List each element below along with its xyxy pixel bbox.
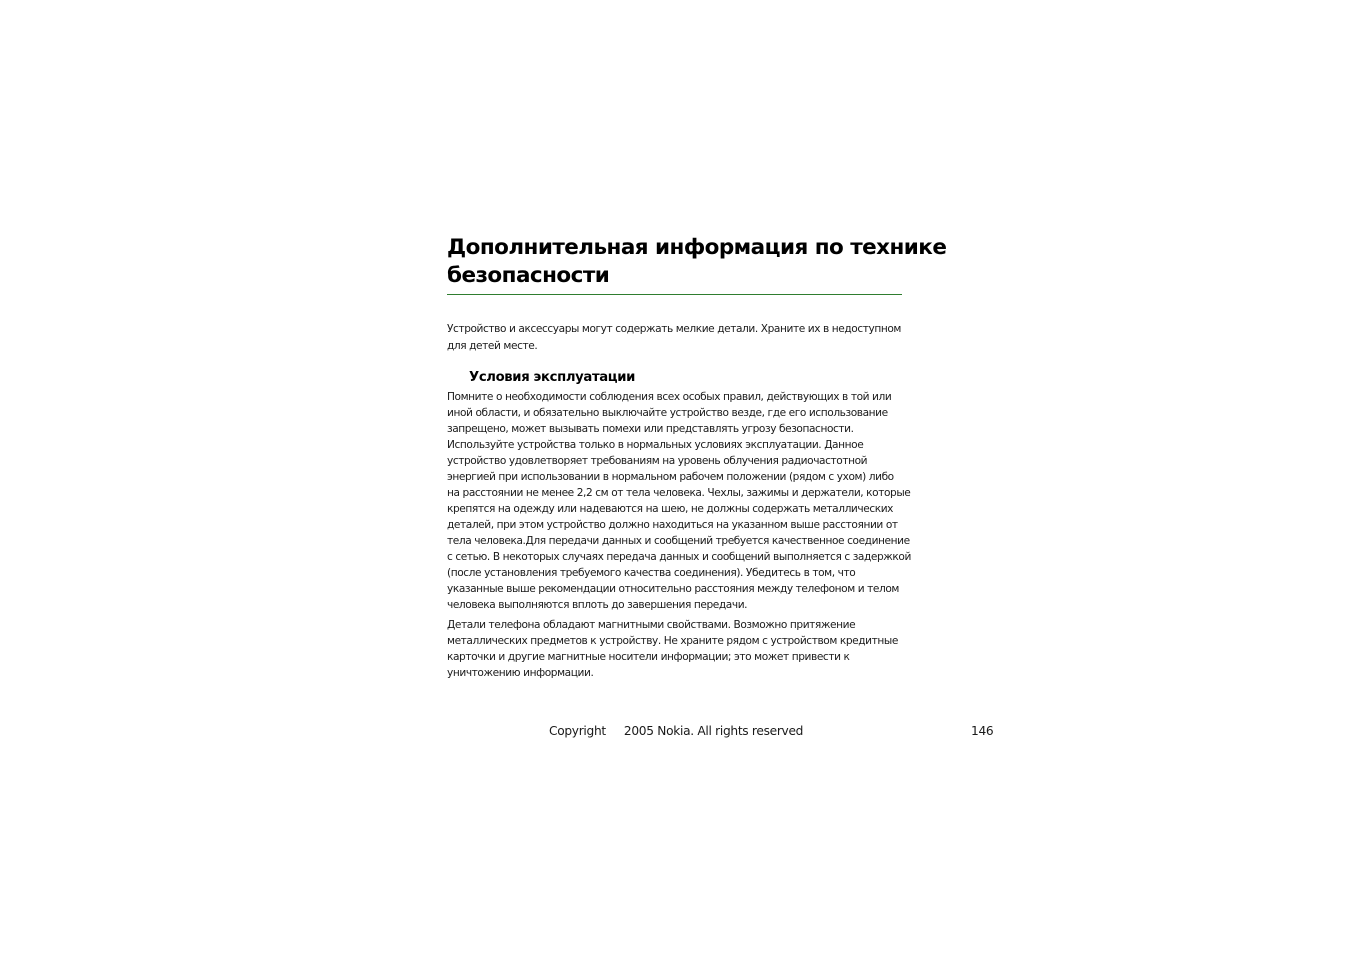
paragraph-line: с сетью. В некоторых случаях передача данных и сообщений выполняется с задержкой [447,551,911,563]
paragraph-line: указанные выше рекомендации относительно расстояния между телефоном и телом [447,583,899,595]
intro-line: Устройство и аксессуары могут содержать мелкие детали. Храните их в недоступном [447,323,901,335]
page-title [447,234,947,290]
paragraph-line: человека выполняются вплоть до завершения передачи. [447,599,748,611]
paragraph-line: Используйте устройства только в нормальных условиях эксплуатации. Данное [447,439,864,451]
copyright-text: 2005 Nokia. All rights reserved [623,724,804,738]
paragraph-line: энергией при использовании в нормальном рабочем положении (рядом с ухом) либо [447,471,894,483]
paragraph-line: Детали телефона обладают магнитными свойствами. Возможно притяжение [447,619,856,631]
page-number: 146 [971,724,994,738]
page-title-line: Дополнительная информация по технике [447,235,947,260]
page-title-line: безопасности [447,263,610,288]
intro-line: для детей месте. [447,339,538,352]
title-divider [447,294,902,295]
copyright-notice [549,723,803,739]
paragraph-line: уничтожению информации. [447,667,594,679]
section-paragraph [447,389,917,613]
paragraph-line: карточки и другие магнитные носители информации; это может привести к [447,651,850,663]
paragraph-line: металлических предметов к устройству. Не храните рядом с устройством кредитные [447,635,898,647]
section-heading: Условия эксплуатации [469,370,635,385]
paragraph-line: тела человека.Для передачи данных и сообщений требуется качественное соединение [447,535,910,547]
paragraph-line: иной области, и обязательно выключайте устройство везде, где его использование [447,407,888,419]
paragraph-line: устройство удовлетворяет требованиям на уровень облучения радиочастотной [447,455,868,467]
paragraph-line: Помните о необходимости соблюдения всех особых правил, действующих в той или [447,391,892,403]
paragraph-line: запрещено, может вызывать помехи или представлять угрозу безопасности. [447,423,854,435]
paragraph-line: (после установления требуемого качества соединения). Убедитесь в том, что [447,567,856,579]
paragraph-line: деталей, при этом устройство должно находиться на указанном выше расстоянии от [447,519,898,531]
section-paragraph [447,617,917,681]
paragraph-line: крепятся на одежду или надеваются на шею, не должны содержать металлических [447,503,894,515]
copyright-label: Copyright [549,724,606,738]
paragraph-line: на расстоянии не менее 2,2 см от тела человека. Чехлы, зажимы и держатели, которые [447,487,911,499]
intro-paragraph [447,321,917,354]
